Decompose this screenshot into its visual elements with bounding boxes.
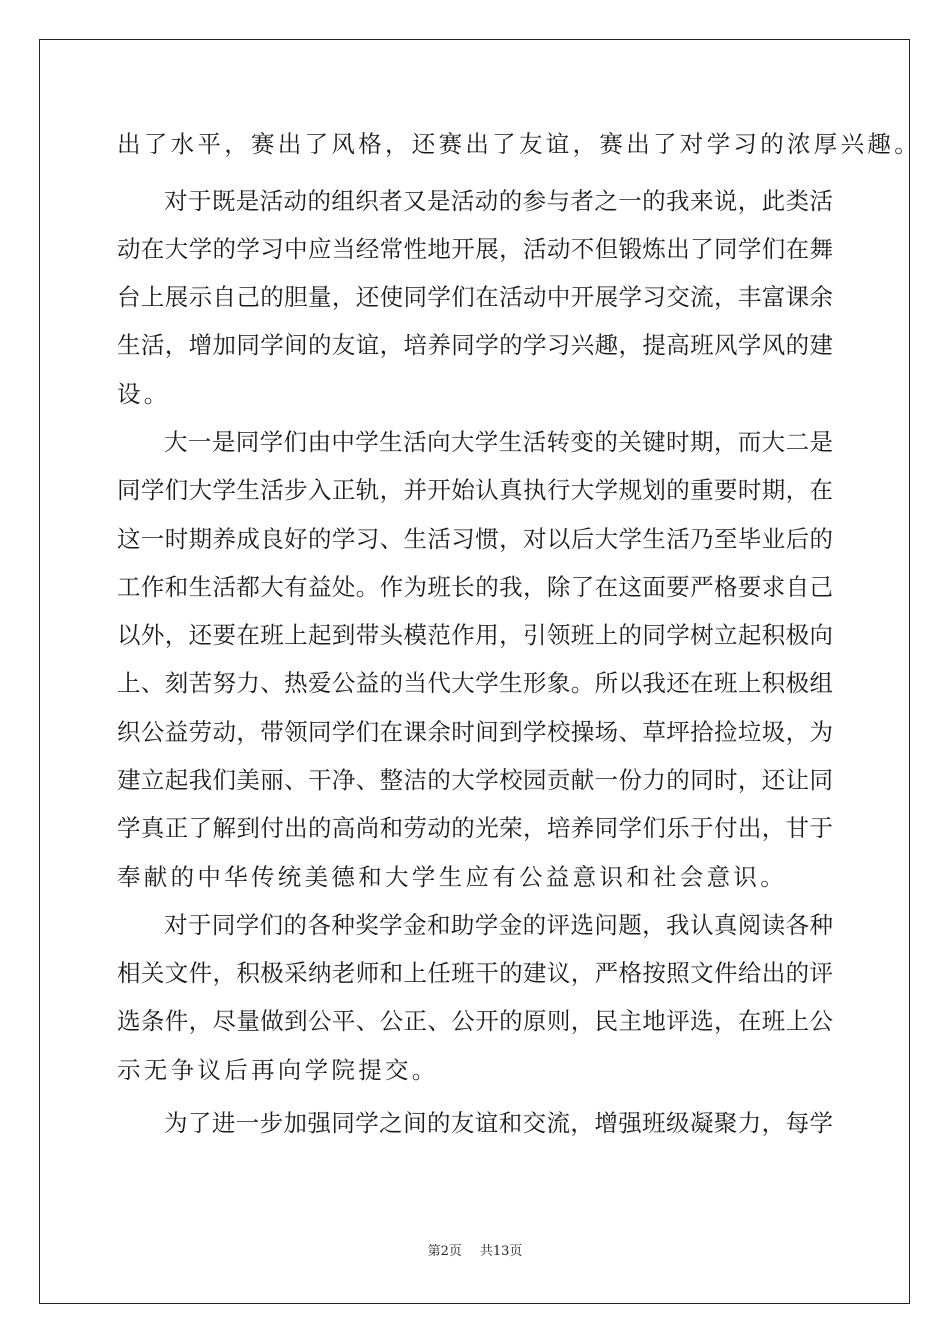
text-line: 设。	[117, 380, 171, 408]
text-line: 以外，还要在班上起到带头模范作用，引领班上的同学树立起积极向	[117, 621, 833, 649]
text-line: 上、刻苦努力、热爱公益的当代大学生形象。所以我还在班上积极组	[117, 669, 833, 697]
page-number: 第2页	[427, 1244, 462, 1259]
text-line: 学真正了解到付出的高尚和劳动的光荣，培养同学们乐于付出，甘于	[117, 814, 833, 842]
text-line: 对于既是活动的组织者又是活动的参与者之一的我来说，此类活	[164, 187, 833, 215]
text-line: 为了进一步加强同学之间的友谊和交流，增强班级凝聚力，每学	[164, 1109, 833, 1137]
page-total: 共13页	[479, 1244, 523, 1259]
text-line: 对于同学们的各种奖学金和助学金的评选问题，我认真阅读各种	[164, 911, 833, 939]
text-line: 示无争议后再向学院提交。	[117, 1056, 439, 1084]
text-line: 出了水平，赛出了风格，还赛出了友谊，赛出了对学习的浓厚兴趣。	[117, 130, 921, 158]
text-line: 大一是同学们由中学生活向大学生活转变的关键时期，而大二是	[164, 428, 833, 456]
text-line: 奉献的中华传统美德和大学生应有公益意识和社会意识。	[117, 863, 787, 891]
text-line: 织公益劳动，带领同学们在课余时间到学校操场、草坪拾捡垃圾，为	[117, 718, 833, 746]
text-line: 建立起我们美丽、干净、整洁的大学校园贡献一份力的同时，还让同	[117, 766, 833, 794]
text-line: 相关文件，积极采纳老师和上任班干的建议，严格按照文件给出的评	[117, 959, 833, 987]
text-line: 选条件，尽量做到公平、公正、公开的原则，民主地评选，在班上公	[117, 1007, 833, 1035]
page-footer	[0, 1244, 950, 1260]
text-line: 同学们大学生活步入正轨，并开始认真执行大学规划的重要时期，在	[117, 476, 833, 504]
text-line: 台上展示自己的胆量，还使同学们在活动中开展学习交流，丰富课余	[117, 283, 833, 311]
text-line: 这一时期养成良好的学习、生活习惯，对以后大学生活乃至毕业后的	[117, 525, 833, 553]
text-line: 工作和生活都大有益处。作为班长的我，除了在这面要严格要求自己	[117, 573, 833, 601]
text-line: 动在大学的学习中应当经常性地开展，活动不但锻炼出了同学们在舞	[117, 235, 833, 263]
text-line: 生活，增加同学间的友谊，培养同学的学习兴趣，提高班风学风的建	[117, 331, 833, 359]
